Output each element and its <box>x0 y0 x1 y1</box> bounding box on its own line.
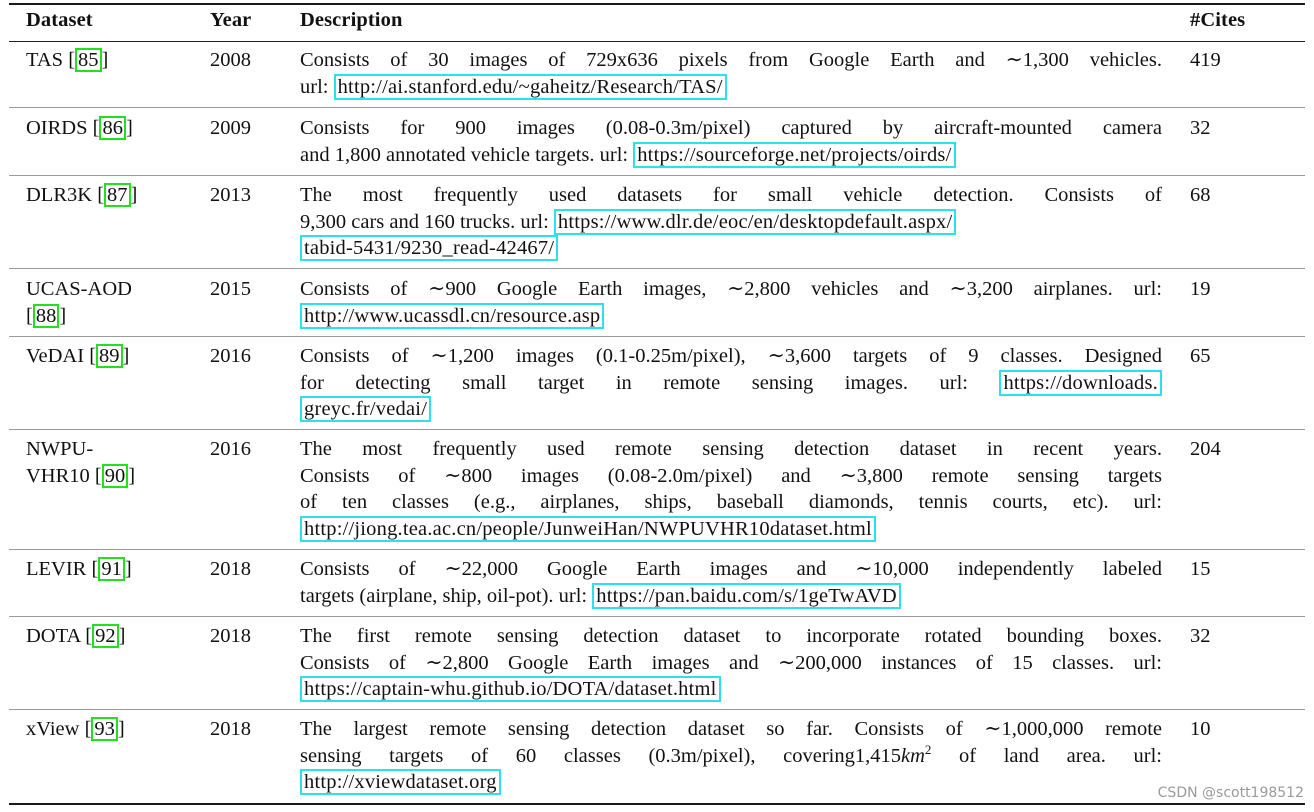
watermark: CSDN @scott198512 <box>1157 785 1304 801</box>
row-divider <box>9 549 1305 550</box>
dataset-name: UCAS-AOD [ 88 ] <box>26 278 132 327</box>
dataset-description: Consists of ∼1,200 images (0.1-0.25m/pixel), ∼3,600 targets of 9 classes. Designed for detecting small target in remote sensing images. url: https://downloads. greyc.fr/vedai/ <box>300 345 1162 420</box>
row-divider <box>9 336 1305 337</box>
dataset-name: VeDAI [ 89 ] <box>26 345 130 367</box>
dataset-url-link[interactable]: http://xviewdataset.org <box>300 769 501 795</box>
dataset-year: 2013 <box>210 184 251 206</box>
header-year: Year <box>210 9 252 31</box>
dataset-year: 2018 <box>210 718 251 740</box>
dataset-description: The most frequently used datasets for small vehicle detection. Consists of 9,300 cars and 160 trucks. url: https://www.dlr.de/eoc/en/desktopdefault.aspx/ tabid-5431/9230_read-42467/ <box>300 184 1162 259</box>
dataset-year: 2016 <box>210 438 251 460</box>
dataset-name: DOTA [ 92 ] <box>26 625 126 647</box>
cite-count: 419 <box>1190 49 1221 71</box>
citation-link[interactable]: 92 <box>92 624 119 648</box>
row-divider <box>9 616 1305 617</box>
row-divider <box>9 429 1305 430</box>
dataset-year: 2008 <box>210 49 251 71</box>
dataset-year: 2015 <box>210 278 251 300</box>
cite-count: 19 <box>1190 278 1211 300</box>
row-divider <box>9 268 1305 269</box>
citation-link[interactable]: 91 <box>98 557 125 581</box>
dataset-name: DLR3K [ 87 ] <box>26 184 138 206</box>
dataset-year: 2016 <box>210 345 251 367</box>
dataset-url-link[interactable]: https://downloads. <box>999 370 1162 396</box>
dataset-url-link[interactable]: https://www.dlr.de/eoc/en/desktopdefault.aspx/ <box>554 209 956 235</box>
dataset-description: The most frequently used remote sensing detection dataset in recent years. Consists of ∼800 images (0.08-2.0m/pixel) and ∼3,800 remote sensing targets of ten classes (e.g., airplanes, ships, baseball diamonds, tennis courts, etc). url: http://jiong.tea.ac.cn/people/JunweiHan/NWPUVHR10dataset.html <box>300 438 1162 540</box>
math-exponent: 2 <box>924 741 932 757</box>
dataset-url-link[interactable]: https://captain-whu.github.io/DOTA/dataset.html <box>300 676 721 702</box>
cite-count: 65 <box>1190 345 1211 367</box>
citation-link[interactable]: 88 <box>33 304 60 328</box>
dataset-url-link-continued[interactable]: tabid-5431/9230_read-42467/ <box>300 235 558 261</box>
dataset-url-link-continued[interactable]: greyc.fr/vedai/ <box>300 396 431 422</box>
cite-count: 10 <box>1190 718 1211 740</box>
dataset-year: 2009 <box>210 117 251 139</box>
dataset-url-link[interactable]: https://pan.baidu.com/s/1geTwAVD <box>592 583 901 609</box>
cite-count: 68 <box>1190 184 1211 206</box>
dataset-url-link[interactable]: http://jiong.tea.ac.cn/people/JunweiHan/NWPUVHR10dataset.html <box>300 516 876 542</box>
dataset-url-link[interactable]: https://sourceforge.net/projects/oirds/ <box>633 142 955 168</box>
cite-count: 15 <box>1190 558 1211 580</box>
dataset-description: Consists of 30 images of 729x636 pixels from Google Earth and ∼1,300 vehicles. url: http://ai.stanford.edu/~gaheitz/Research/TAS/ <box>300 49 1162 98</box>
dataset-name: NWPU- VHR10 [ 90 ] <box>26 438 136 487</box>
dataset-url-link[interactable]: http://www.ucassdl.cn/resource.asp <box>300 303 604 329</box>
header-rule <box>9 41 1305 42</box>
citation-link[interactable]: 87 <box>104 183 131 207</box>
dataset-description: Consists of ∼22,000 Google Earth images and ∼10,000 independently labeled targets (airplane, ship, oil-pot). url: https://pan.baidu.com/s/1geTwAVD <box>300 558 1162 607</box>
dataset-description: Consists for 900 images (0.08-0.3m/pixel) captured by aircraft-mounted camera and 1,800 annotated vehicle targets. url: https://sourceforge.net/projects/oirds/ <box>300 117 1162 166</box>
dataset-description: Consists of ∼900 Google Earth images, ∼2,800 vehicles and ∼3,200 airplanes. url: http://www.ucassdl.cn/resource.asp <box>300 278 1162 327</box>
citation-link[interactable]: 90 <box>102 464 129 488</box>
dataset-name: OIRDS [ 86 ] <box>26 117 133 139</box>
dataset-name: xView [ 93 ] <box>26 718 125 740</box>
dataset-description: The first remote sensing detection dataset to incorporate rotated bounding boxes. Consists of ∼2,800 Google Earth images and ∼200,000 instances of 15 classes. url: https://captain-whu.github.io/DOTA/dataset.html <box>300 625 1162 700</box>
table-top-rule <box>9 3 1305 5</box>
header-description: Description <box>300 9 403 31</box>
dataset-year: 2018 <box>210 558 251 580</box>
cite-count: 204 <box>1190 438 1221 460</box>
dataset-name: TAS [ 85 ] <box>26 49 109 71</box>
dataset-url-link[interactable]: http://ai.stanford.edu/~gaheitz/Research/TAS/ <box>334 74 727 100</box>
citation-link[interactable]: 89 <box>96 344 123 368</box>
table-bottom-rule <box>9 803 1305 805</box>
citation-link[interactable]: 85 <box>75 48 102 72</box>
cite-count: 32 <box>1190 117 1211 139</box>
row-divider <box>9 175 1305 176</box>
dataset-year: 2018 <box>210 625 251 647</box>
header-dataset: Dataset <box>26 9 93 31</box>
citation-link[interactable]: 86 <box>99 116 126 140</box>
row-divider <box>9 709 1305 710</box>
math-unit: km <box>900 744 925 767</box>
dataset-name: LEVIR [ 91 ] <box>26 558 132 580</box>
cite-count: 32 <box>1190 625 1211 647</box>
header-cites: #Cites <box>1190 9 1246 31</box>
row-divider <box>9 107 1305 108</box>
dataset-description: The largest remote sensing detection dataset so far. Consists of ∼1,000,000 remote sensing targets of 60 classes (0.3m/pixel), $covering1,415km^2$ of land area. url: http://xviewdataset.org <box>300 718 1162 793</box>
citation-link[interactable]: 93 <box>91 717 118 741</box>
